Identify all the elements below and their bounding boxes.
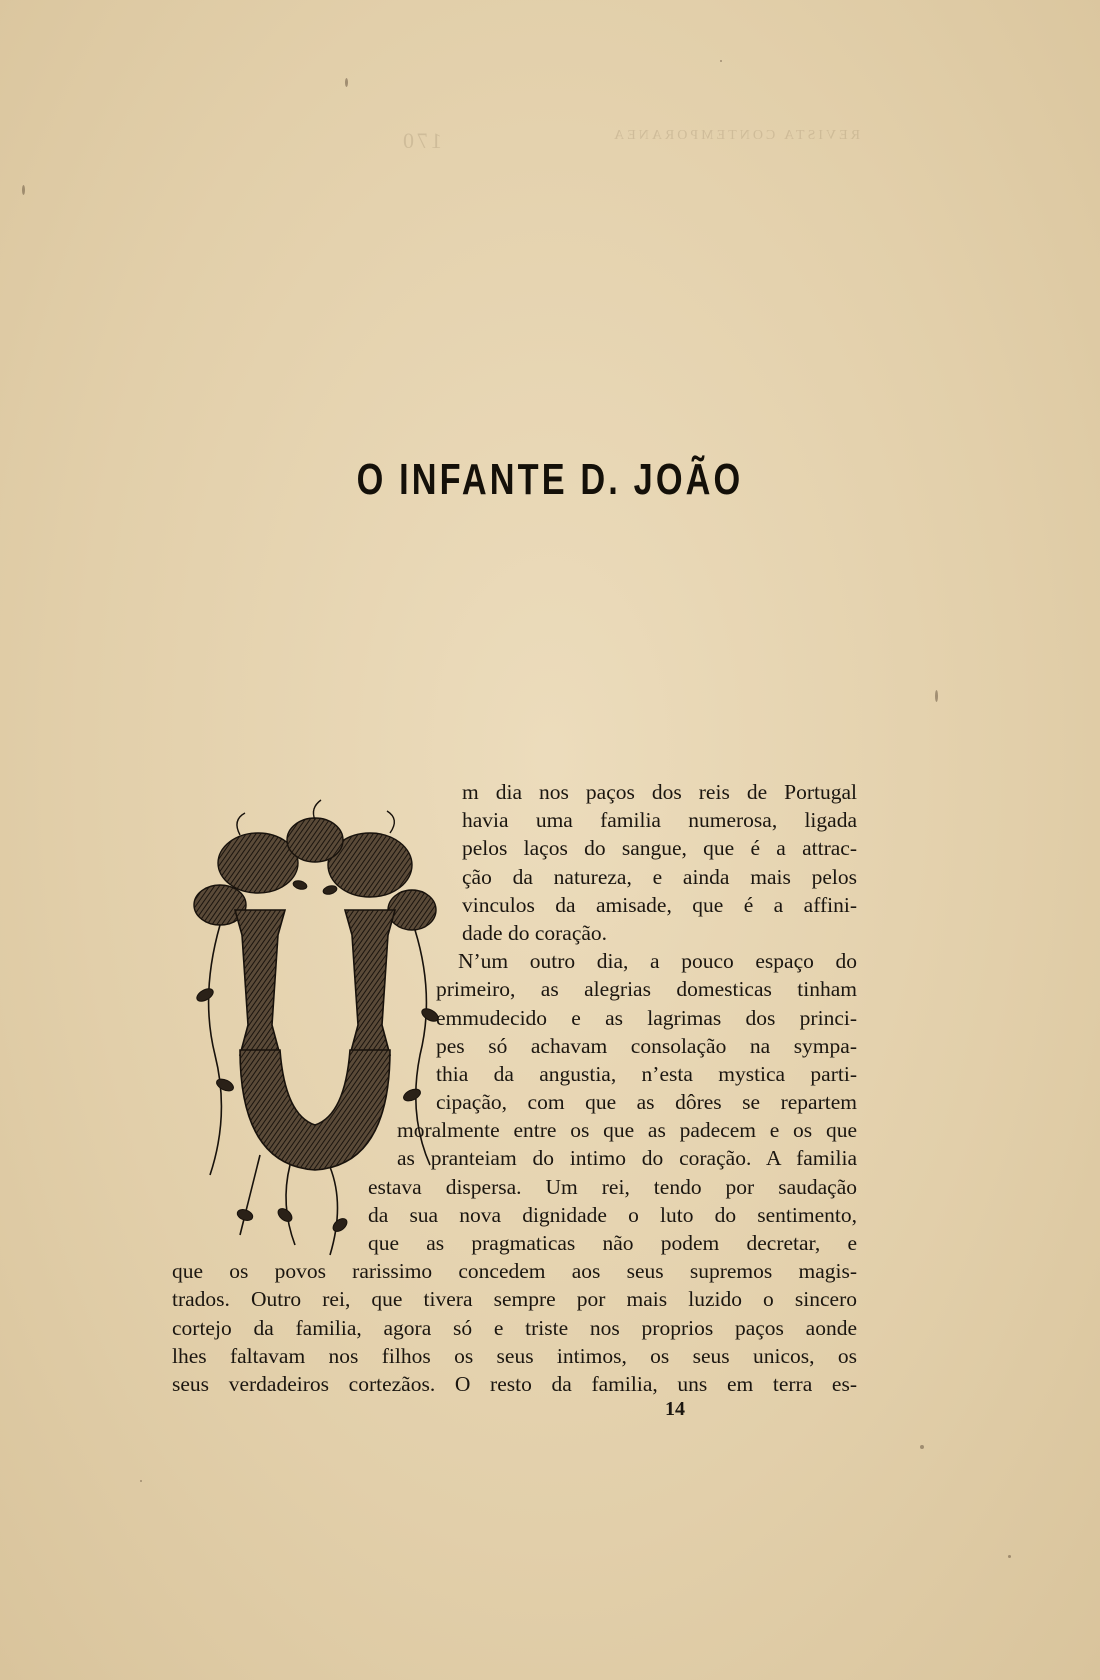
text-line: havia uma familia numerosa, ligada [462,808,857,833]
text-line: emmudecido e as lagrimas dos princi- [436,1005,857,1030]
text-line: primeiro, as alegrias domesticas tinham [436,977,857,1002]
page-number: 14 [665,1398,685,1420]
text-line: que os povos rarissimo concedem aos seus supremos magis- [172,1259,857,1284]
text-line: cortejo da familia, agora só e triste nos proprios paços aonde [172,1315,857,1340]
text-line: seus verdadeiros cortezãos. O resto da familia, uns em terra es- [172,1371,857,1396]
text-line: estava dispersa. Um rei, tendo por saudação [368,1174,857,1199]
text-line: da sua nova dignidade o luto do sentimento, [368,1202,857,1227]
text-line: vinculos da amisade, que é a affini- [462,892,857,917]
text-line: que as pragmaticas não podem decretar, e [368,1231,857,1255]
show-through-header-title: REVISTA CONTEMPORANEA [611,128,860,143]
text-line: as pranteiam do intimo do coração. A familia [397,1146,857,1171]
text-line: pes só achavam consolação na sympa- [436,1033,857,1058]
text-line: trados. Outro rei, que tivera sempre por mais luzido o sincero [172,1287,857,1312]
show-through-page-number: 170 [400,128,442,153]
text-line: lhes faltavam nos filhos os seus intimos, os seus unicos, os [172,1343,857,1368]
chapter-title: O INFANTE D. JOÃO [356,455,744,504]
text-line: m dia nos paços dos reis de Portugal [462,780,857,804]
text-line: dade do coração. [462,920,608,945]
body-text [172,778,857,1398]
text-line: cipação, com que as dôres se repartem [436,1090,857,1115]
text-line: N’um outro dia, a pouco espaço do [458,949,857,974]
text-line: ção da natureza, e ainda mais pelos [462,864,857,889]
text-line: thia da angustia, n’esta mystica parti- [436,1061,857,1086]
text-line: moralmente entre os que as padecem e os que [397,1118,857,1143]
text-line: pelos laços do sangue, que é a attrac- [462,836,857,861]
